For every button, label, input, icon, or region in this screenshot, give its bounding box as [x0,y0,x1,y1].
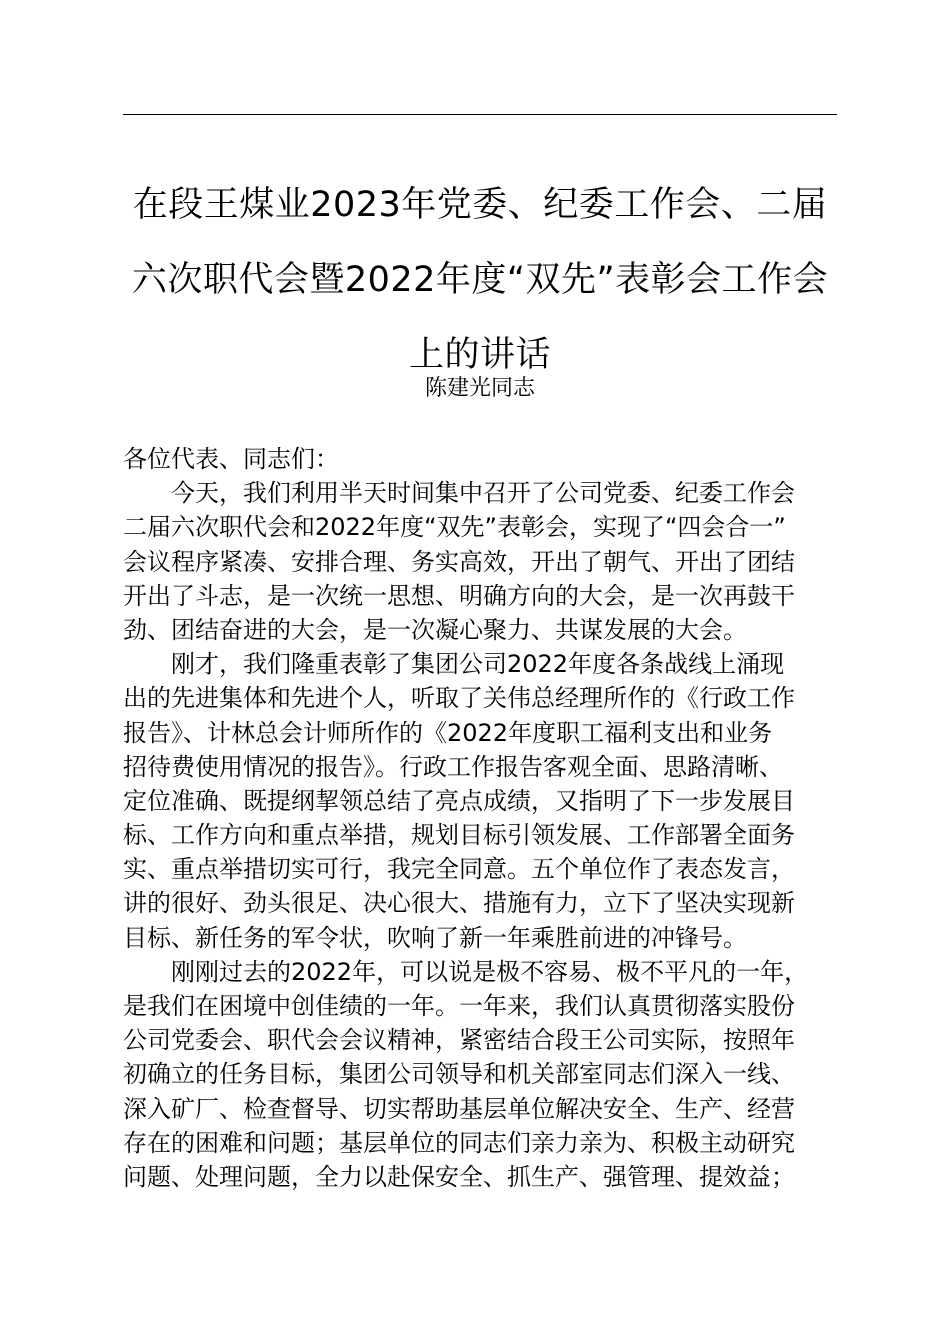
paragraph-line: 报告》、计林总会计师所作的《2022年度职工福利支出和业务 [123,718,773,747]
title-line: 上的讲话 [408,335,551,375]
paragraph-line: 标、工作方向和重点举措，规划目标引领发展、工作部署全面务 [123,821,795,850]
paragraph-line: 出的先进集体和先进个人，听取了关伟总经理所作的《行政工作 [123,684,795,713]
paragraph-line: 实、重点举措切实可行，我完全同意。五个单位作了表态发言， [123,855,795,884]
paragraph-line: 是我们在困境中创佳绩的一年。一年来，我们认真贯彻落实股份 [123,992,795,1020]
paragraph-line: 定位准确、既提纲挈领总结了亮点成绩，又指明了下一步发展目 [123,786,795,815]
author: 陈建光同志 [424,376,535,401]
paragraph-line: 开出了斗志，是一次统一思想、明确方向的大会，是一次再鼓干 [123,581,795,610]
paragraph-line: 公司党委会、职代会会议精神，紧密结合段王公司实际，按照年 [123,1026,795,1055]
paragraph-line: 劲、团结奋进的大会，是一次凝心聚力、共谋发展的大会。 [123,615,747,644]
document-body [123,442,883,1194]
paragraph-line: 招待费使用情况的报告》。行政工作报告客观全面、思路清晰、 [123,752,783,781]
salutation: 各位代表、同志们： [123,445,339,473]
paragraph-line: 问题、处理问题，全力以赴保安全、抓生产、强管理、提效益； [123,1162,795,1191]
header-rule [123,114,837,115]
paragraph-line: 存在的困难和问题；基层单位的同志们亲力亲为、积极主动研究 [123,1128,795,1157]
paragraph-line: 会议程序紧凑、安排合理、务实高效，开出了朝气、开出了团结 [123,547,795,576]
paragraph-line: 讲的很好、劲头很足、决心很大、措施有力，立下了坚决实现新 [123,889,795,918]
paragraph-line: 目标、新任务的军令状，吹响了新一年乘胜前进的冲锋号。 [123,923,747,952]
title-line: 六次职代会暨2022年度“双先”表彰会工作会 [131,260,829,300]
title-line: 在段王煤业2023年党委、纪委工作会、二届 [132,185,828,225]
paragraph-line: 初确立的任务目标，集团公司领导和机关部室同志们深入一线、 [123,1060,795,1089]
paragraph-line: 刚刚过去的2022年，可以说是极不容易、极不平凡的一年， [171,957,809,986]
paragraph-line: 今天，我们利用半天时间集中召开了公司党委、纪委工作会 [171,479,795,508]
document-title [120,168,840,393]
paragraph-line: 二届六次职代会和2022年度“双先”表彰会，实现了“四会合一” [123,513,786,542]
paragraph-line: 刚才，我们隆重表彰了集团公司2022年度各条战线上涌现 [171,650,785,679]
paragraph-line: 深入矿厂、检查督导、切实帮助基层单位解决安全、生产、经营 [123,1094,795,1123]
